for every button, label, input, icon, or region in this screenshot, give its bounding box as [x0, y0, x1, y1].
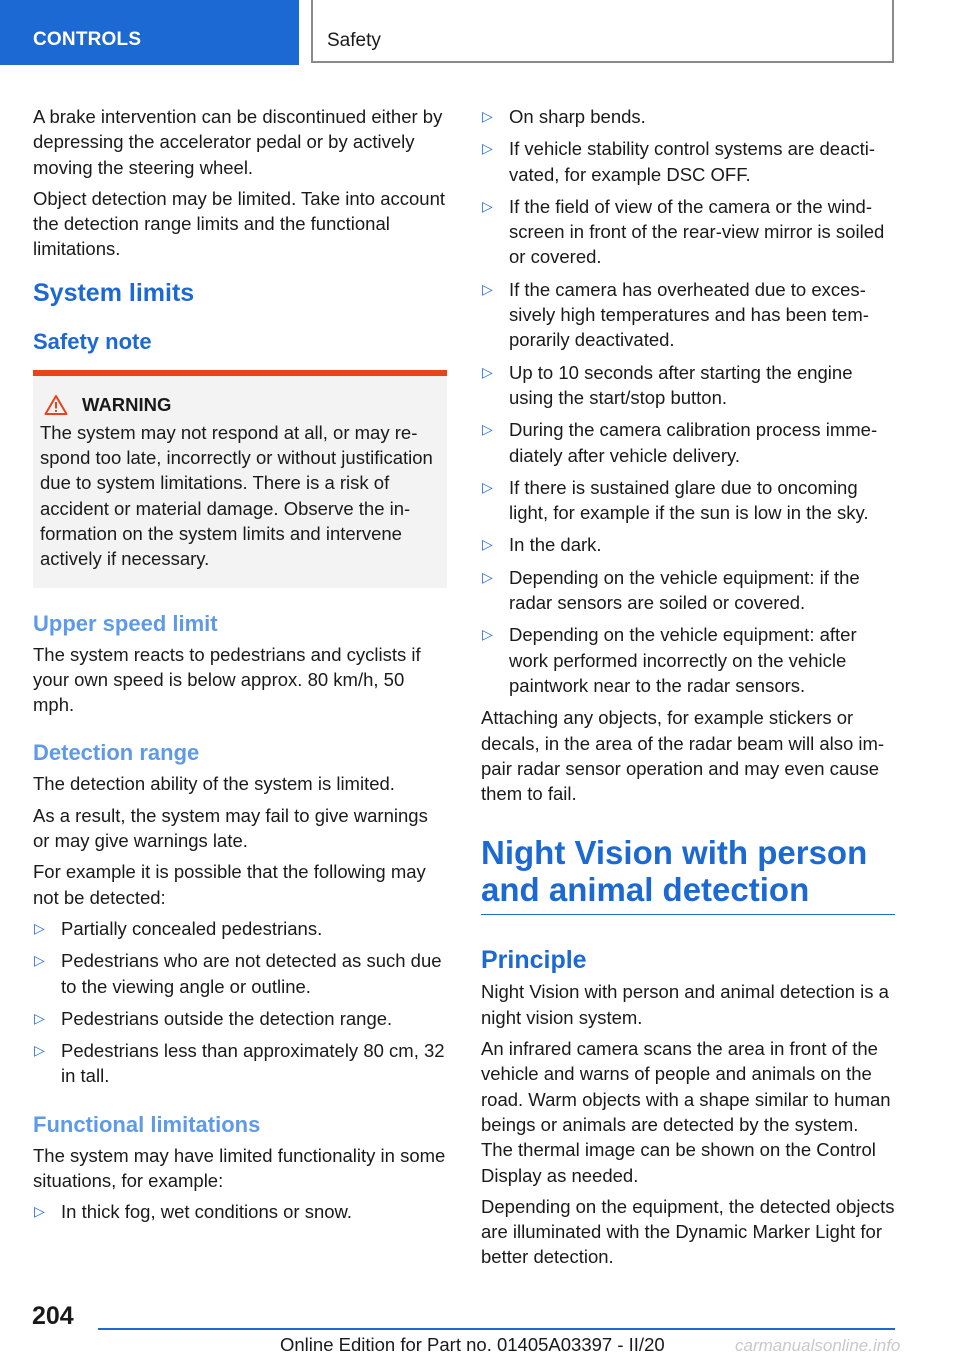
header-chapter-tab[interactable]: [311, 0, 894, 63]
bullet-triangle-icon: ▷: [482, 197, 493, 214]
watermark: carmanualsonline.info: [735, 1336, 901, 1355]
list-item: [481, 360, 895, 411]
list-item-text: Partially concealed pedestrians.: [61, 917, 323, 939]
list-item: [481, 475, 895, 526]
heading-upper-speed-limit: Upper speed limit: [33, 610, 218, 636]
detection-paragraph: As a result, the system may fail to give warnings or may give warnings late.: [33, 804, 428, 852]
footer-divider: [98, 1328, 895, 1330]
upper-speed-text: The system reacts to pedestrians and cyclists if your own speed is below approx. 80 km/h, 50 mph.: [33, 643, 421, 716]
list-item-text: Depending on the vehicle equipment: after work performed incorrectly on the vehicle paintwork near to the radar sensors.: [509, 624, 857, 696]
heading-detection-range: Detection range: [33, 740, 200, 766]
header-chapter-label: Safety: [327, 30, 381, 51]
intro-paragraph: Object detection may be limited. Take into account the detection range limits and the functional limitations.: [33, 187, 446, 260]
bullet-triangle-icon: ▷: [482, 536, 493, 553]
intro-paragraph: A brake intervention can be discontinued either by depressing the accelerator pedal or by actively moving the steering wheel.: [33, 106, 443, 178]
heading-night-vision: Night Vision with person and animal detection: [481, 834, 895, 915]
bullet-triangle-icon: ▷: [34, 1203, 45, 1220]
functional-list: [33, 1199, 447, 1224]
bullet-triangle-icon: ▷: [34, 919, 45, 936]
list-item-text: If vehicle stability control systems are deactivated, for example DSC OFF.: [509, 138, 876, 185]
bullet-triangle-icon: ▷: [34, 952, 45, 969]
list-item-text: If the camera has overheated due to excessively high temperatures and has been temporarily deactivated.: [509, 278, 869, 351]
footer-edition: Online Edition for Part no. 01405A03397 - II/20: [280, 1334, 665, 1355]
header-section-label: CONTROLS: [33, 29, 142, 50]
right-column: [481, 104, 895, 1276]
list-item-text: If the field of view of the camera or the windscreen in front of the rear-view mirror is soiled or covered.: [509, 195, 885, 268]
heading-system-limits: System limits: [33, 278, 195, 307]
list-item: [33, 916, 447, 941]
principle-paragraph: An infrared camera scans the area in front of the vehicle and warns of people and animals on the road. Warm objects with a shape similar to human beings or animals are detected by the system. The thermal image can be shown on the Control Display as needed.: [481, 1038, 891, 1186]
detection-list: [33, 916, 447, 1089]
list-item: [481, 565, 895, 616]
bullet-triangle-icon: ▷: [482, 421, 493, 438]
bullet-triangle-icon: ▷: [482, 140, 493, 157]
warning-title: WARNING: [82, 393, 172, 415]
left-column: [33, 104, 447, 1232]
list-item: [481, 417, 895, 468]
warning-header: [44, 394, 439, 416]
bullet-triangle-icon: ▷: [482, 478, 493, 495]
bullet-triangle-icon: ▷: [34, 1009, 45, 1026]
warning-box: [33, 370, 447, 588]
limitations-list: [481, 104, 895, 698]
list-item-text: On sharp bends.: [509, 106, 646, 127]
list-item-text: During the camera calibration process immediately after vehicle delivery.: [509, 419, 878, 466]
principle-paragraph: Depending on the equipment, the detected objects are illuminated with the Dynamic Marker Light for better detection.: [481, 1195, 895, 1268]
list-item: [481, 194, 895, 270]
detection-paragraph: For example it is possible that the following may not be detected:: [33, 861, 426, 908]
bullet-triangle-icon: ▷: [34, 1042, 45, 1059]
bullet-triangle-icon: ▷: [482, 363, 493, 380]
warning-text: The system may not respond at all, or may respond too late, incorrectly or without justification due to system limitations. There is a risk of accident or material damage. Observe the information on the system limits and intervene actively if necessary.: [40, 421, 433, 570]
list-item: [481, 136, 895, 187]
detection-paragraph: The detection ability of the system is limited.: [33, 773, 395, 795]
list-item: [481, 104, 895, 129]
list-item-text: Pedestrians outside the detection range.: [61, 1007, 393, 1029]
principle-paragraph: Night Vision with person and animal detection is a night vision system.: [481, 981, 889, 1028]
warning-triangle-icon: [44, 394, 68, 416]
list-item-text: If there is sustained glare due to oncoming light, for example if the sun is low in the sky.: [509, 476, 869, 524]
list-item-text: Up to 10 seconds after starting the engine using the start/stop button.: [509, 361, 853, 408]
list-item-text: In the dark.: [509, 534, 602, 556]
heading-safety-note: Safety note: [33, 328, 152, 354]
bullet-triangle-icon: ▷: [482, 280, 493, 297]
list-item: [481, 277, 895, 353]
heading-principle: Principle: [481, 946, 587, 975]
bullet-triangle-icon: ▷: [482, 108, 493, 124]
list-item: [33, 1199, 447, 1224]
heading-functional-limitations: Functional limitations: [33, 1111, 261, 1137]
header-section-tab[interactable]: [0, 0, 299, 65]
list-item: [33, 948, 447, 999]
list-item-text: In thick fog, wet conditions or snow.: [61, 1201, 353, 1223]
list-item: [33, 1038, 447, 1089]
bullet-triangle-icon: ▷: [482, 626, 493, 643]
list-item-text: Depending on the vehicle equipment: if the radar sensors are soiled or covered.: [509, 566, 860, 614]
list-item-text: Pedestrians less than approximately 80 cm, 32 in tall.: [61, 1040, 445, 1087]
functional-text: The system may have limited functionality in some situations, for example:: [33, 1144, 446, 1192]
attaching-paragraph: Attaching any objects, for example stickers or decals, in the area of the radar beam will also impair radar sensor operation and may even cause them to fail.: [481, 707, 885, 805]
page-number: 204: [32, 1302, 74, 1330]
list-item: [33, 1006, 447, 1031]
list-item-text: Pedestrians who are not detected as such due to the viewing angle or outline.: [61, 950, 442, 997]
bullet-triangle-icon: ▷: [482, 568, 493, 585]
list-item: [481, 622, 895, 698]
list-item: [481, 532, 895, 557]
